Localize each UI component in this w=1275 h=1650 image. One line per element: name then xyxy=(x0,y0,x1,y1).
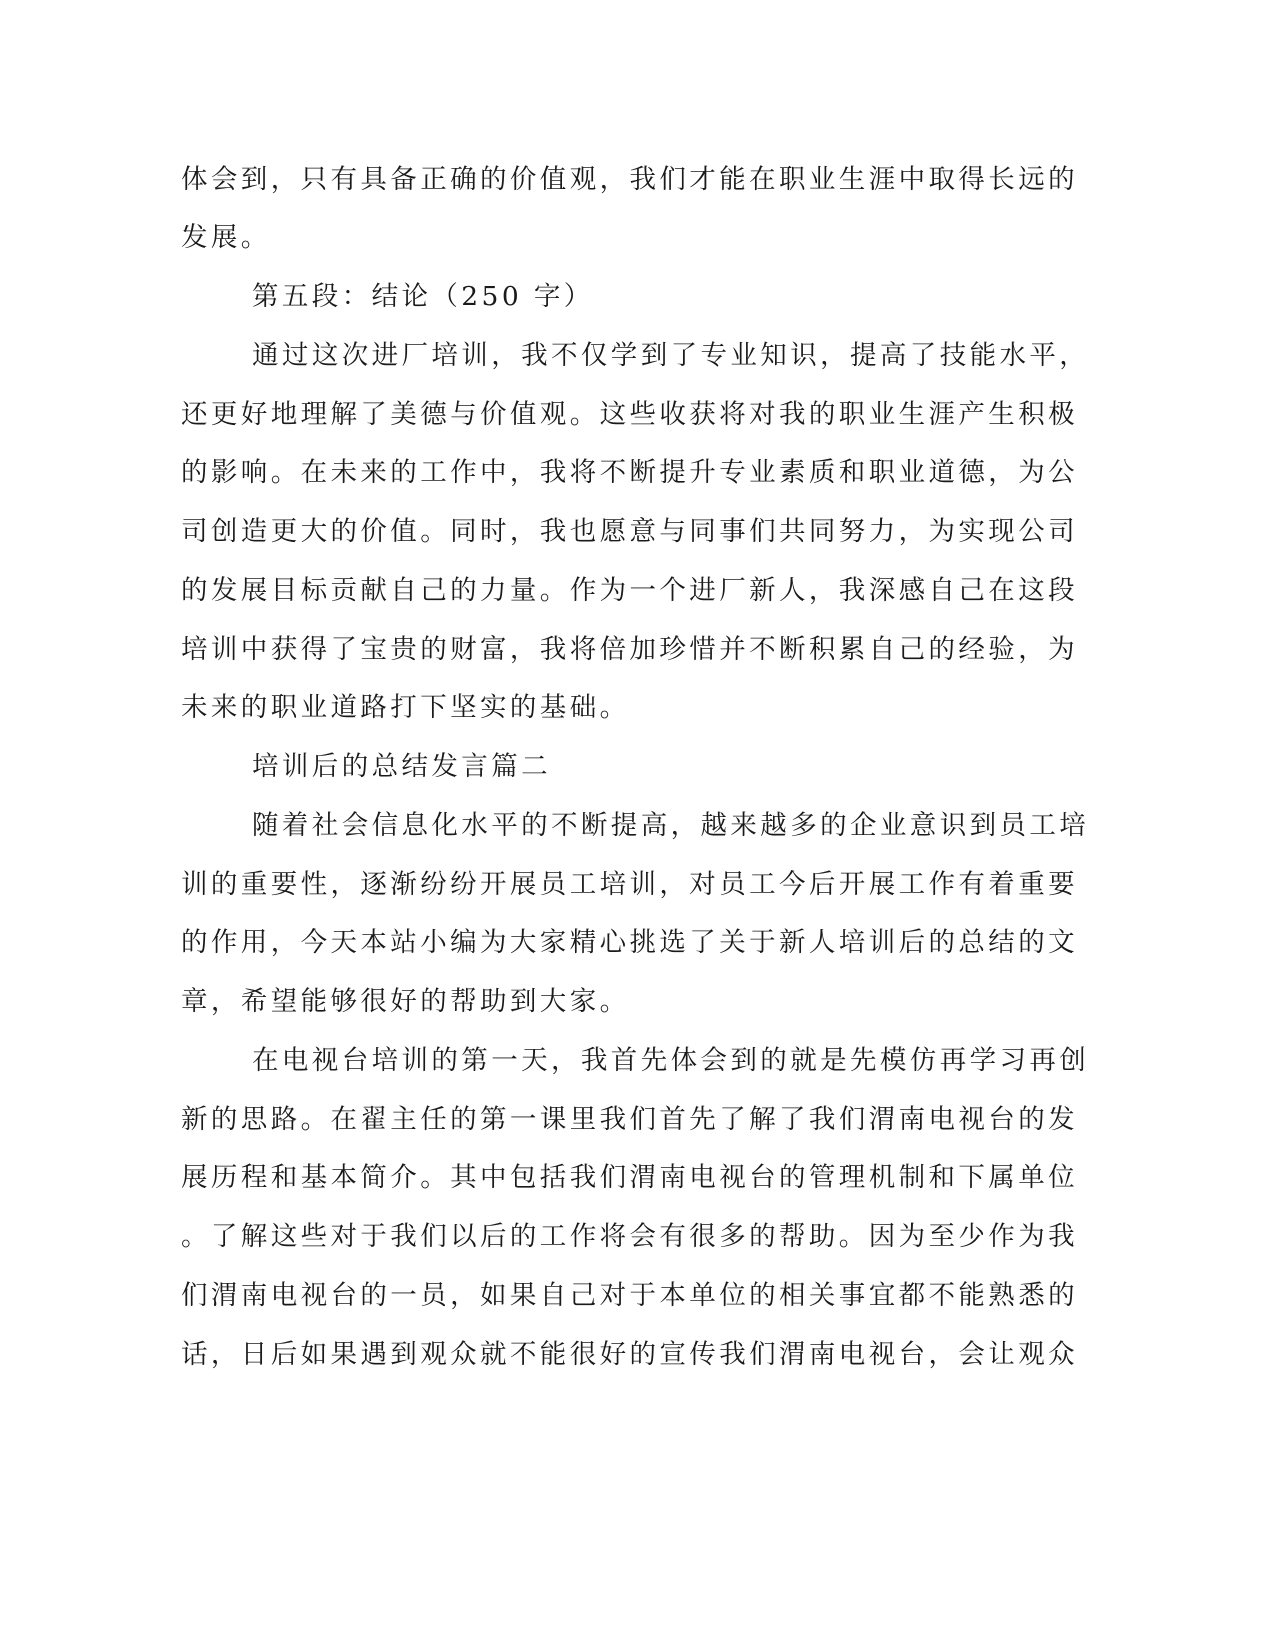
text-line xyxy=(0,453,1275,493)
text-line xyxy=(0,571,1275,611)
text-line xyxy=(0,1276,1275,1316)
text-line xyxy=(0,982,1275,1022)
text-line xyxy=(0,806,1275,846)
text-line-content: 通过这次进厂培训，我不仅学到了专业知识，提高了技能水平， xyxy=(252,340,1090,371)
text-line-content: 的影响。在未来的工作中，我将不断提升专业素质和职业道德，为公 xyxy=(181,457,1078,488)
text-line-content: 司创造更大的价值。同时，我也愿意与同事们共同努力，为实现公司 xyxy=(181,516,1078,547)
section-heading xyxy=(0,747,1275,787)
text-line-content: 训的重要性，逐渐纷纷开展员工培训，对员工今后开展工作有着重要 xyxy=(181,869,1078,900)
text-line-content: 在电视台培训的第一天，我首先体会到的就是先模仿再学习再创 xyxy=(252,1045,1090,1076)
text-line xyxy=(0,1158,1275,1198)
text-line-content: 的发展目标贡献自己的力量。作为一个进厂新人，我深感自己在这段 xyxy=(181,575,1078,606)
text-line-content: 。了解这些对于我们以后的工作将会有很多的帮助。因为至少作为我 xyxy=(181,1221,1078,1252)
text-line xyxy=(0,1335,1275,1375)
text-line xyxy=(0,1041,1275,1081)
text-line-content: 话，日后如果遇到观众就不能很好的宣传我们渭南电视台，会让观众 xyxy=(181,1339,1078,1370)
text-line-content: 新的思路。在翟主任的第一课里我们首先了解了我们渭南电视台的发 xyxy=(181,1104,1078,1135)
text-line xyxy=(0,218,1275,258)
text-line-content: 们渭南电视台的一员，如果自己对于本单位的相关事宜都不能熟悉的 xyxy=(181,1280,1078,1311)
text-line-content: 未来的职业道路打下坚实的基础。 xyxy=(181,692,630,723)
text-line xyxy=(0,160,1275,200)
text-line xyxy=(0,865,1275,905)
section-heading-text: 培训后的总结发言篇二 xyxy=(252,751,551,782)
text-line xyxy=(0,1100,1275,1140)
text-line xyxy=(0,923,1275,963)
text-line xyxy=(0,395,1275,435)
text-line xyxy=(0,512,1275,552)
text-line-content: 随着社会信息化水平的不断提高，越来越多的企业意识到员工培 xyxy=(252,810,1090,841)
section-heading-text: 第五段：结论（250 字） xyxy=(252,281,594,312)
section-heading xyxy=(0,277,1275,317)
text-line-content: 章，希望能够很好的帮助到大家。 xyxy=(181,986,630,1017)
text-line-content: 还更好地理解了美德与价值观。这些收获将对我的职业生涯产生积极 xyxy=(181,399,1078,430)
text-line-content: 培训中获得了宝贵的财富，我将倍加珍惜并不断积累自己的经验，为 xyxy=(181,634,1078,665)
text-line xyxy=(0,688,1275,728)
text-line-content: 发展。 xyxy=(181,222,271,253)
text-line-content: 体会到，只有具备正确的价值观，我们才能在职业生涯中取得长远的 xyxy=(181,164,1078,195)
text-line xyxy=(0,630,1275,670)
text-line xyxy=(0,336,1275,376)
text-line xyxy=(0,1217,1275,1257)
text-line-content: 的作用，今天本站小编为大家精心挑选了关于新人培训后的总结的文 xyxy=(181,927,1078,958)
text-line-content: 展历程和基本简介。其中包括我们渭南电视台的管理机制和下属单位 xyxy=(181,1162,1078,1193)
